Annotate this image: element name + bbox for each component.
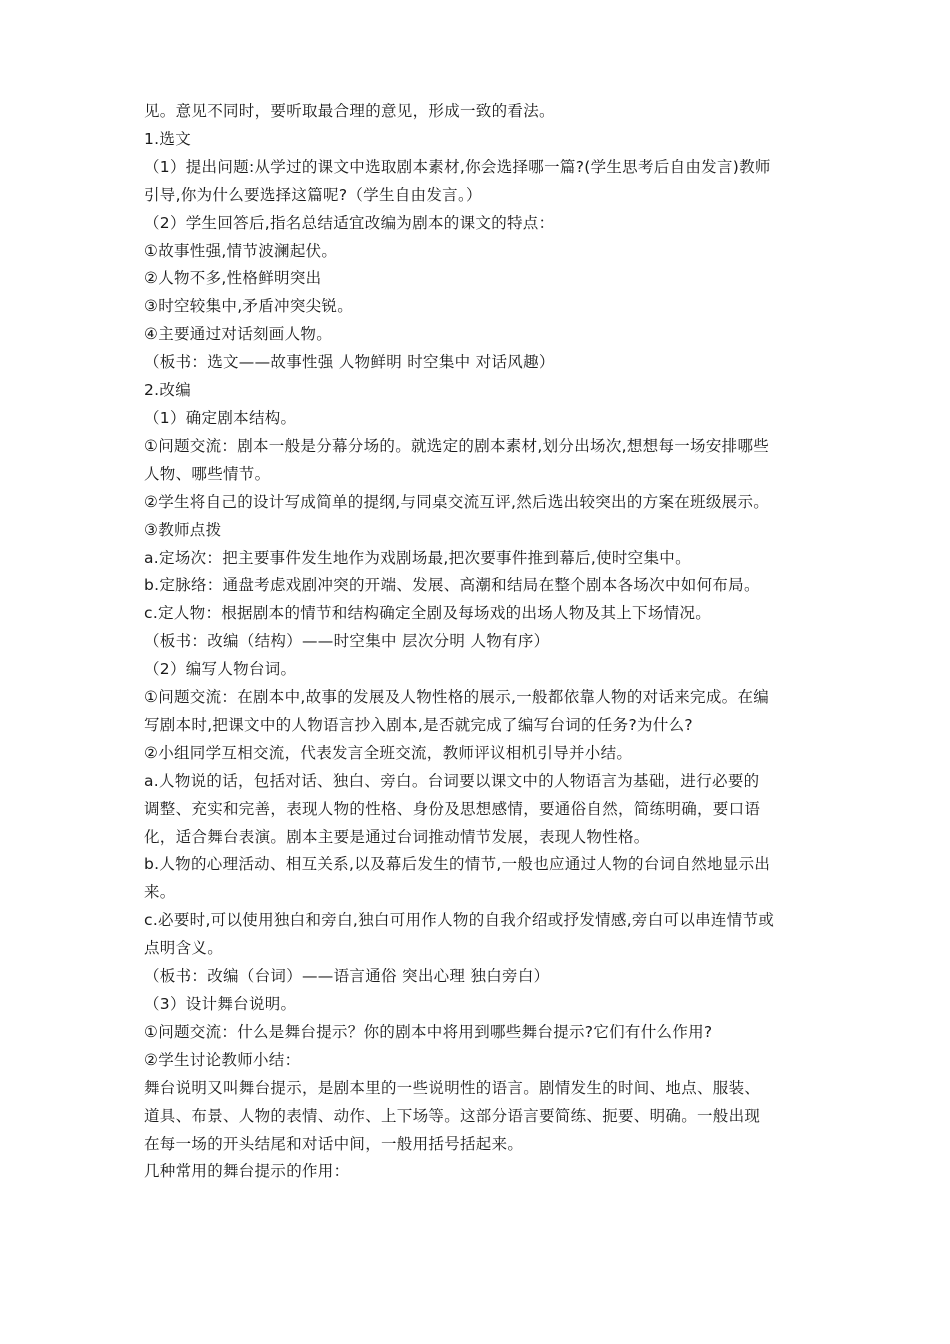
text-line: （1）提出问题:从学过的课文中选取剧本素材,你会选择哪一篇?(学生思考后自由发言)教师 — [144, 157, 771, 176]
subsection-heading: （1）确定剧本结构。 — [144, 408, 297, 427]
document-body — [144, 98, 814, 1186]
list-item: c.定人物：根据剧本的情节和结构确定全剧及每场戏的出场人物及其上下场情况。 — [144, 604, 712, 623]
list-item: ④主要通过对话刻画人物。 — [144, 325, 332, 344]
list-item: ②小组同学互相交流，代表发言全班交流，教师评议相机引导并小结。 — [144, 743, 633, 762]
list-item: ②学生讨论教师小结： — [144, 1050, 301, 1069]
section-heading: 1.选文 — [144, 129, 191, 148]
list-item: ①故事性强,情节波澜起伏。 — [144, 241, 338, 260]
text-line: 舞台说明又叫舞台提示，是剧本里的一些说明性的语言。剧情发生的时间、地点、服装、 — [144, 1078, 761, 1097]
list-item: b.定脉络：通盘考虑戏剧冲突的开端、发展、高潮和结局在整个剧本各场次中如何布局。 — [144, 576, 760, 595]
list-item: ①问题交流：在剧本中,故事的发展及人物性格的展示,一般都依靠人物的对话来完成。在编 — [144, 688, 770, 707]
text-line: 写剧本时,把课文中的人物语言抄入剧本,是否就完成了编写台词的任务?为什么? — [144, 715, 693, 734]
text-line: 来。 — [144, 883, 176, 902]
list-item: ②人物不多,性格鲜明突出 — [144, 269, 322, 288]
subsection-heading: （2）编写人物台词。 — [144, 660, 297, 679]
list-item: ③时空较集中,矛盾冲突尖锐。 — [144, 297, 354, 316]
text-line: 化，适合舞台表演。剧本主要是通过台词推动情节发展，表现人物性格。 — [144, 827, 650, 846]
text-line: 见。意见不同时，要听取最合理的意见，形成一致的看法。 — [144, 102, 555, 120]
board-note: （板书：改编（台词）——语言通俗 突出心理 独白旁白） — [144, 967, 550, 986]
list-item: ①问题交流：什么是舞台提示？你的剧本中将用到哪些舞台提示?它们有什么作用? — [144, 1022, 713, 1041]
text-line: 人物、哪些情节。 — [144, 464, 271, 483]
list-item: ①问题交流：剧本一般是分幕分场的。就选定的剧本素材,划分出场次,想想每一场安排哪些 — [144, 436, 770, 455]
text-line: 点明含义。 — [144, 939, 224, 958]
list-item: a.定场次：把主要事件发生地作为戏剧场最,把次要事件推到幕后,使时空集中。 — [144, 548, 691, 567]
text-line: 几种常用的舞台提示的作用： — [144, 1162, 350, 1181]
section-heading: 2.改编 — [144, 381, 191, 400]
text-line: （2）学生回答后,指名总结适宜改编为剧本的课文的特点： — [144, 213, 555, 232]
text-line: 调整、充实和完善，表现人物的性格、身份及思想感情，要通俗自然，简练明确，要口语 — [144, 799, 761, 818]
list-item: ②学生将自己的设计写成简单的提纲,与同桌交流互评,然后选出较突出的方案在班级展示。 — [144, 492, 770, 511]
text-line: 在每一场的开头结尾和对话中间，一般用括号括起来。 — [144, 1134, 524, 1153]
text-line: 道具、布景、人物的表情、动作、上下场等。这部分语言要简练、扼要、明确。一般出现 — [144, 1106, 761, 1125]
board-note: （板书：改编（结构）——时空集中 层次分明 人物有序） — [144, 632, 550, 651]
list-item: c.必要时,可以使用独白和旁白,独白可用作人物的自我介绍或抒发情感,旁白可以串连情节或 — [144, 911, 775, 930]
list-item: b.人物的心理活动、相互关系,以及幕后发生的情节,一般也应通过人物的台词自然地显示出 — [144, 855, 771, 874]
list-item: ③教师点拨 — [144, 520, 222, 539]
list-item: a.人物说的话，包括对话、独白、旁白。台词要以课文中的人物语言为基础，进行必要的 — [144, 771, 760, 790]
board-note: （板书：选文——故事性强 人物鲜明 时空集中 对话风趣） — [144, 353, 555, 372]
subsection-heading: （3）设计舞台说明。 — [144, 995, 297, 1013]
text-line: 引导,你为什么要选择这篇呢?（学生自由发言。） — [144, 185, 482, 204]
